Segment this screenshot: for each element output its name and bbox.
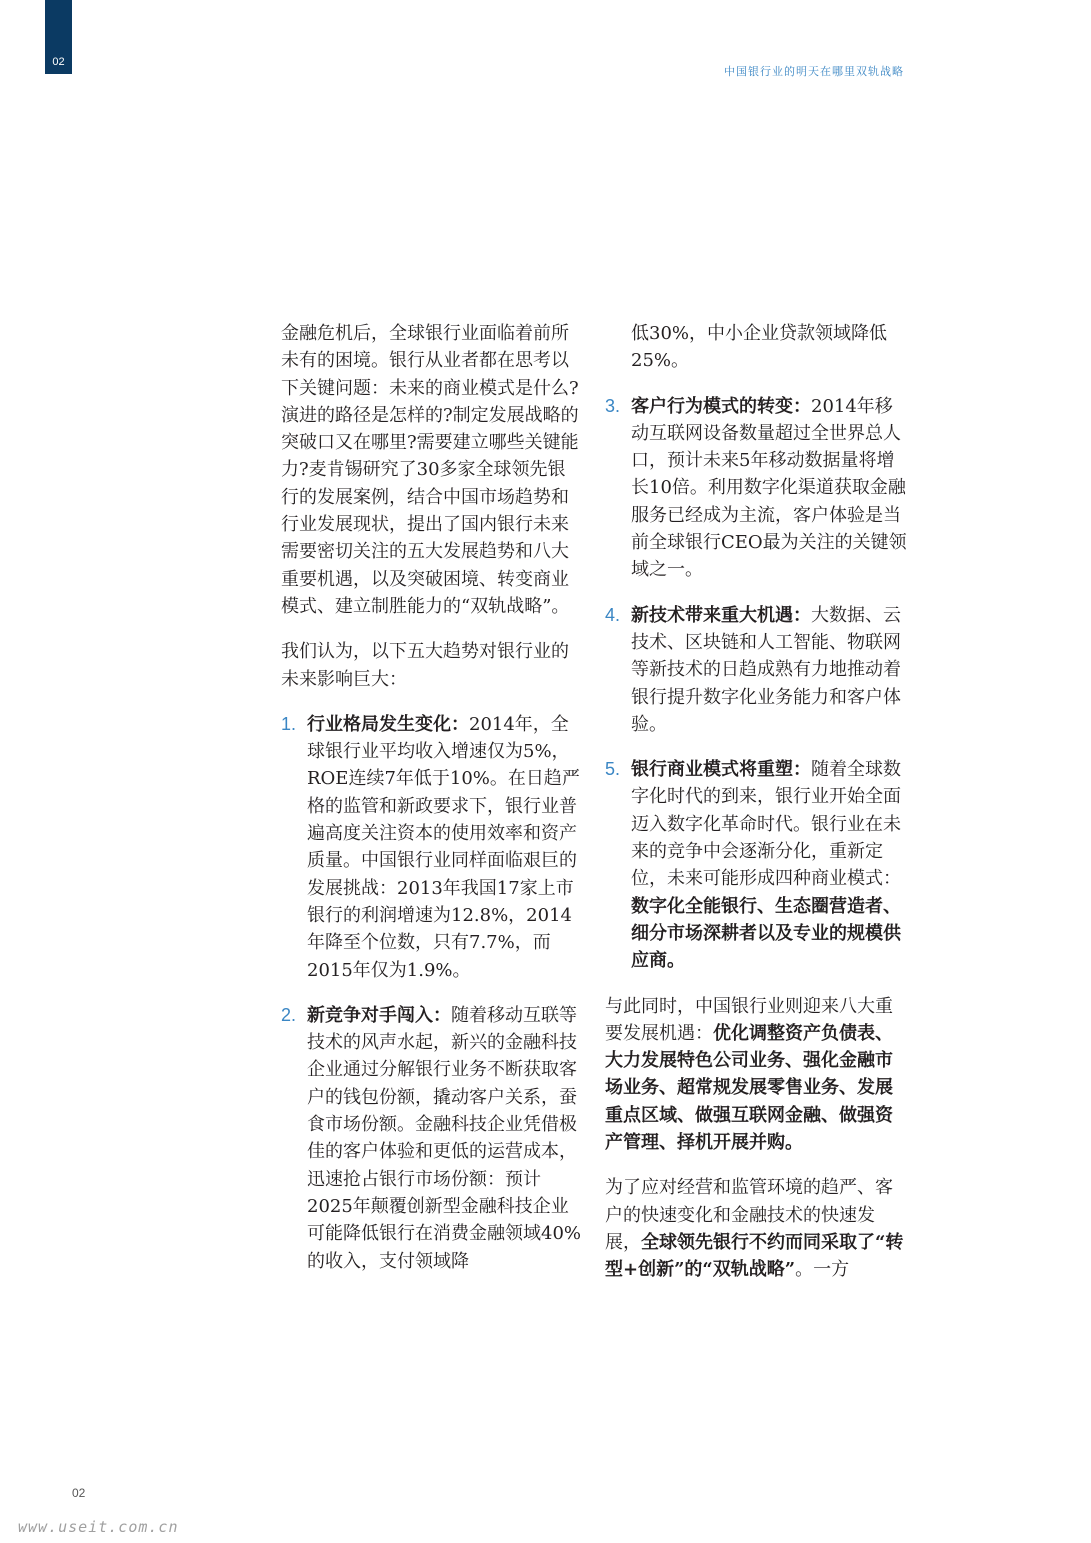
list-item-number: 2. xyxy=(281,1004,297,1025)
strategy-emphasis: 全球领先银行不约而同采取了“转型+创新”的“双轨战略” xyxy=(605,1231,904,1281)
list-item-text: 2014年，全球银行业平均收入增速仅为5%，ROE连续7年低于10%。在日趋严格的监管和新政要求下，银行业普遍高度关注资本的使用效率和资产质量。中国银行业同样面临艰巨的发展挑战：2013年我国17家上市银行的利润增速为12.8%，2014年降至个位数，只有7.7%，而2015年仅为1.9%。 xyxy=(307,713,580,981)
list-item-title: 银行商业模式将重塑： xyxy=(631,759,811,781)
list-item-text: 大数据、云技术、区块链和人工智能、物联网等新技术的日趋成熟有力地推动着银行提升数字化业务能力和客户体验。 xyxy=(631,604,901,735)
list-item-number: 3. xyxy=(605,395,621,416)
right-column xyxy=(605,320,907,1302)
list-item xyxy=(605,393,907,584)
watermark: www.useit.com.cn xyxy=(18,1518,179,1536)
list-item-bold-tail: 数字化全能银行、生态圈营造者、细分市场深耕者以及专业的规模供应商。 xyxy=(631,895,901,972)
list-item-title: 客户行为模式的转变： xyxy=(631,395,811,417)
list-item-title: 行业格局发生变化： xyxy=(307,713,469,735)
list-item-number: 1. xyxy=(281,713,297,734)
strategy-tail: 。一方 xyxy=(795,1259,850,1281)
list-item xyxy=(605,602,907,738)
list-item-text: 2014年移动互联网设备数量超过全世界总人口，预计未来5年移动数据量将增长10倍。利用数字化渠道获取金融服务已经成为主流，客户体验是当前全球银行CEO最为关注的关键领域之一。 xyxy=(631,395,907,581)
page-tab xyxy=(45,0,72,74)
opportunities-lead: 与此同时，中国银行业则迎来八大重要发展机遇： xyxy=(605,995,893,1044)
footer-page-number: 02 xyxy=(72,1486,86,1500)
list-item-number: 5. xyxy=(605,759,621,780)
running-header-title: 中国银行业的明天在哪里双轨战略 xyxy=(724,65,904,78)
list-item-title: 新竞争对手闯入： xyxy=(307,1004,451,1026)
left-column xyxy=(281,320,583,1293)
list-item xyxy=(281,711,583,984)
intro-paragraph: 金融危机后，全球银行业面临着前所未有的困境。银行从业者都在思考以下关键问题：未来的商业模式是什么?演进的路径是怎样的?制定发展战略的突破口又在哪里?需要建立哪些关键能力?麦肯锡研究了30多家全球领先银行的发展案例，结合中国市场趋势和行业发展现状，提出了国内银行未来需要密切关注的五大发展趋势和八大重要机遇，以及突破困境、转变商业模式、建立制胜能力的“双轨战略”。 xyxy=(281,323,579,617)
list-item-text: 随着全球数字化时代的到来，银行业开始全面迈入数字化革命时代。银行业在未来的竞争中会逐渐分化，重新定位，未来可能形成四种商业模式： xyxy=(631,759,901,890)
strategy-lead: 为了应对经营和监管环境的趋严、客户的快速变化和金融技术的快速发展， xyxy=(605,1177,893,1253)
opportunities-list: 优化调整资产负债表、大力发展特色公司业务、强化金融市场业务、超常规发展零售业务、发展重点区域、做强互联网金融、做强资产管理、择机开展并购。 xyxy=(605,1022,893,1154)
list-item xyxy=(281,1002,583,1275)
list-item-text: 随着移动互联等技术的风声水起，新兴的金融科技企业通过分解银行业务不断获取客户的钱包份额，撬动客户关系，蚕食市场份额。金融科技企业凭借极佳的客户体验和更低的运营成本，迅速抢占银行市场份额：预计2025年颠覆创新型金融科技企业可能降低银行在消费金融领域40%的收入，支付领域降 xyxy=(307,1004,582,1272)
list-item-number: 4. xyxy=(605,604,621,625)
list-item xyxy=(605,756,907,974)
trends-list-continued xyxy=(605,393,907,975)
trends-lead-paragraph: 我们认为，以下五大趋势对银行业的未来影响巨大： xyxy=(281,641,569,690)
list-item-continuation: 低30%，中小企业贷款领域降低25%。 xyxy=(631,323,888,372)
strategy-paragraph xyxy=(605,1174,907,1283)
list-item-title: 新技术带来重大机遇： xyxy=(631,604,811,626)
trends-list xyxy=(281,711,583,1275)
opportunities-paragraph xyxy=(605,993,907,1157)
tab-page-number: 02 xyxy=(52,56,65,68)
